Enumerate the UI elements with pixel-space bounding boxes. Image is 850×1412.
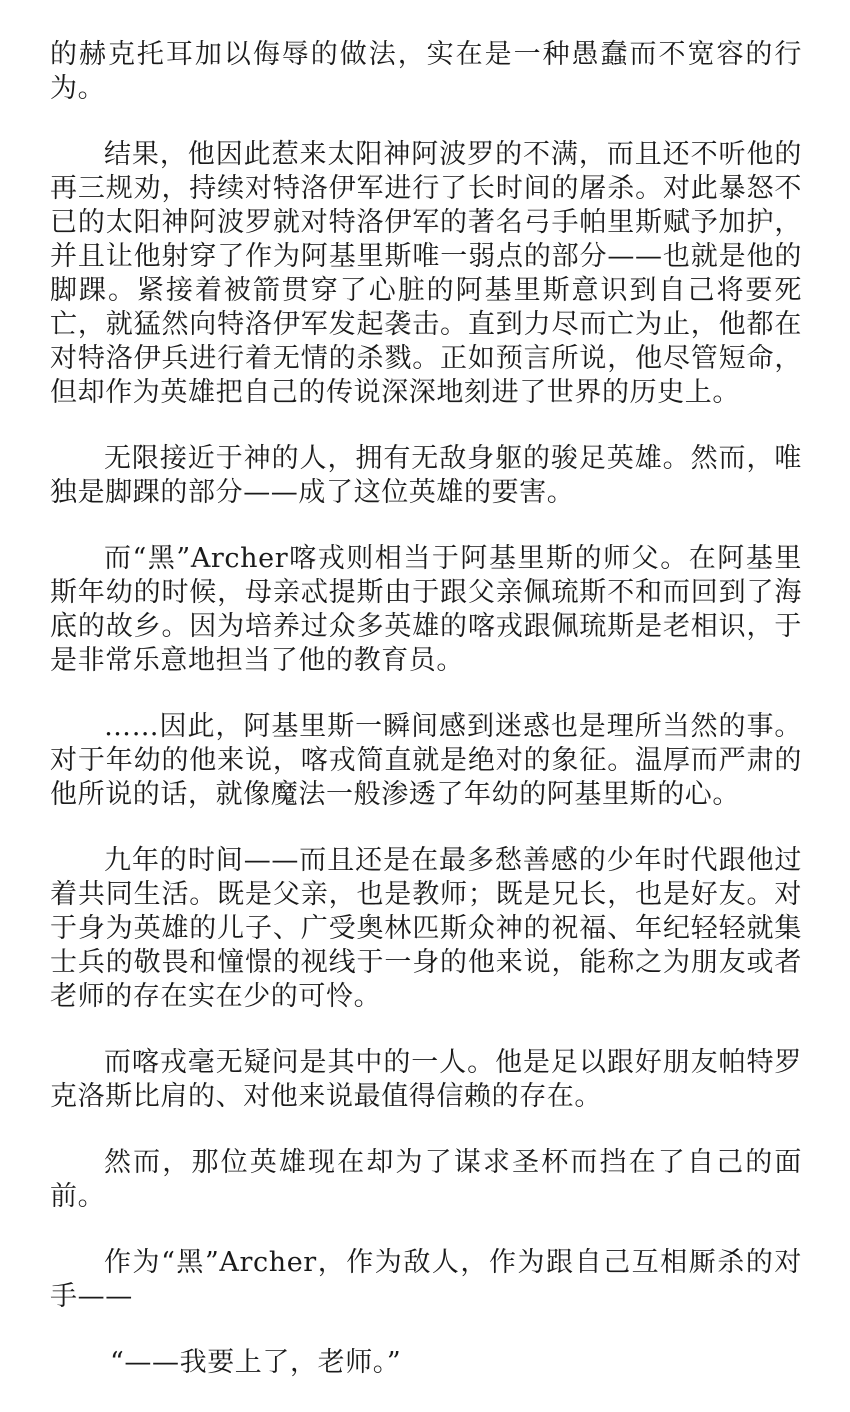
- paragraph-5: ……因此，阿基里斯一瞬间感到迷惑也是理所当然的事。对于年幼的他来说，喀戎简直就是绝对的象征。温厚而严肃的他所说的话，就像魔法一般渗透了年幼的阿基里斯的心。: [50, 711, 802, 810]
- paragraph-8: 然而，那位英雄现在却为了谋求圣杯而挡在了自己的面前。: [50, 1147, 802, 1212]
- paragraph-3: 无限接近于神的人，拥有无敌身躯的骏足英雄。然而，唯独是脚踝的部分——成了这位英雄的要害。: [50, 443, 802, 508]
- paragraph-4: 而“黑”Archer喀戎则相当于阿基里斯的师父。在阿基里斯年幼的时候，母亲忒提斯由于跟父亲佩琉斯不和而回到了海底的故乡。因为培养过众多英雄的喀戎跟佩琉斯是老相识，于是非常乐意地担当了他的教育员。: [50, 543, 802, 676]
- paragraph-9: 作为“黑”Archer，作为敌人，作为跟自己互相厮杀的对手——: [50, 1247, 802, 1312]
- document-page: [50, 38, 802, 1412]
- paragraph-10-quote: “——我要上了，老师。”: [110, 1347, 402, 1378]
- paragraph-6: 九年的时间——而且还是在最多愁善感的少年时代跟他过着共同生活。既是父亲，也是教师；既是兄长，也是好友。对于身为英雄的儿子、广受奥林匹斯众神的祝福、年纪轻轻就集士兵的敬畏和憧憬的视线于一身的他来说，能称之为朋友或者老师的存在实在少的可怜。: [50, 845, 802, 1012]
- paragraph-7: 而喀戎毫无疑问是其中的一人。他是足以跟好朋友帕特罗克洛斯比肩的、对他来说最值得信赖的存在。: [50, 1047, 802, 1112]
- paragraph-2: 结果，他因此惹来太阳神阿波罗的不满，而且还不听他的再三规劝，持续对特洛伊军进行了长时间的屠杀。对此暴怒不已的太阳神阿波罗就对特洛伊军的著名弓手帕里斯赋予加护，并且让他射穿了作为阿基里斯唯一弱点的部分——也就是他的脚踝。紧接着被箭贯穿了心脏的阿基里斯意识到自己将要死亡，就猛然向特洛伊军发起袭击。直到力尽而亡为止，他都在对特洛伊兵进行着无情的杀戮。正如预言所说，他尽管短命，但却作为英雄把自己的传说深深地刻进了世界的历史上。: [50, 139, 802, 408]
- paragraph-1: 的赫克托耳加以侮辱的做法，实在是一种愚蠢而不宽容的行为。: [50, 39, 802, 104]
